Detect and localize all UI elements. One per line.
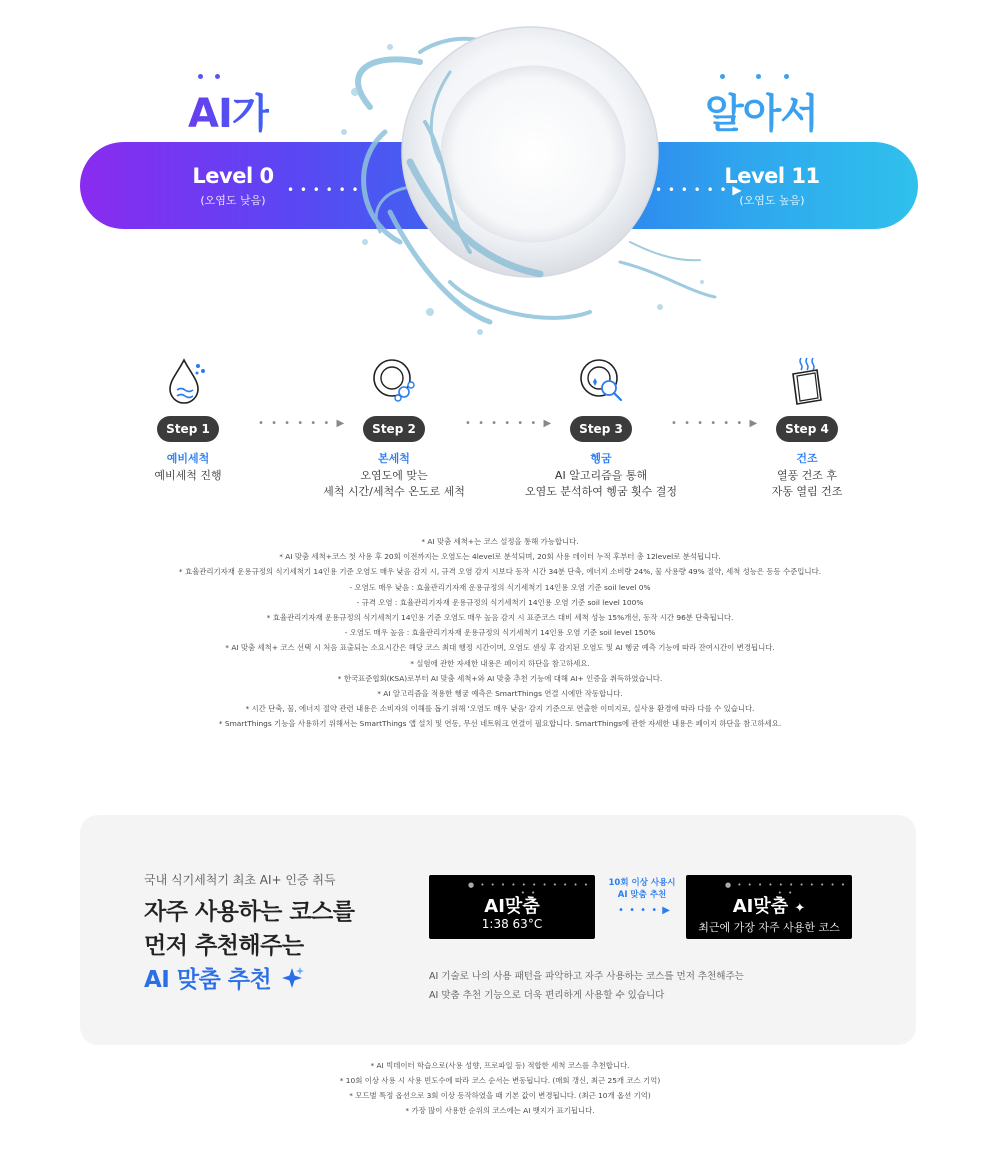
hero-right-word: 알아서 [705, 91, 818, 137]
footnote: * 10회 이상 사용 시 사용 빈도수에 따라 코스 순서는 변동됩니다. (매회 갱신, 최근 25개 코스 기억) [339, 1076, 661, 1085]
footnote: * AI 맞춤 세척+는 코스 설정을 통해 가능합니다. [421, 537, 579, 546]
footnote: * SmartThings 기능을 사용하기 위해서는 SmartThings 앱 설치 및 연동, 무선 네트워크 연결이 필요합니다. SmartThings에 관한 자세한 내용은 페이지 하단을 참고하세요. [218, 719, 782, 729]
footnote: * 시간 단축, 물, 에너지 절약 관련 내용은 소비자의 이해를 돕기 위해 '오염도 매우 낮음' 감지 기준으로 연출한 이미지로, 실사용 환경에 따라 다를 수 있습니다. [245, 704, 755, 714]
card-eyebrow: 국내 식기세척기 최초 AI+ 인증 취득 [144, 873, 336, 887]
card-footnotes [100, 1058, 900, 1118]
dots-above-right [720, 74, 800, 80]
hero-left-word: AI가 [188, 82, 269, 139]
sparkle-icon: ✦ [794, 901, 806, 916]
screen-before-sub: 1:38 63°C [481, 917, 543, 931]
step-2-name: 본세척 [378, 452, 410, 465]
screen-after-sub: 최근에 가장 자주 사용한 코스 [698, 921, 840, 934]
footnote: * 효율관리기자재 운용규정의 식기세척기 14인용 기준 오염도 매우 낮음 감지 시, 규격 오염 감지 시보다 동작 시간 34분 단축, 에너지 소비량 24%, 물 사용량 49% 절약, 세척 성능은 동등 수준입니다. [178, 567, 822, 577]
plate-bubbles-icon [366, 352, 422, 408]
footnote: * 효율관리기자재 운용규정의 식기세척기 14인용 기준 오염도 매우 높음 감지 시 표준코스 대비 세척 성능 15%개선, 동작 시간 96분 단축됩니다. [266, 613, 734, 623]
plate-splash-image [330, 12, 720, 337]
screen-dots: ● • • • • • • • • • • • • • [467, 881, 590, 897]
ai-recommend-card [80, 815, 916, 1045]
footnote: * 모드별 특정 옵션으로 3회 이상 동작하였을 때 기본 값이 변경됩니다. (최근 10개 옵션 기억) [349, 1091, 651, 1100]
step-4-desc: 열풍 건조 후 자동 열림 건조 [771, 469, 843, 498]
level-high-title: Level 11 [724, 164, 820, 188]
step-2-desc: 오염도에 맞는 세척 시간/세척수 온도로 세척 [323, 469, 465, 498]
transition-label: 10회 이상 사용시 AI 맞춤 추천 [608, 878, 676, 900]
water-drop-icon [160, 352, 216, 408]
display-screen-before [429, 875, 595, 939]
step-3 [511, 352, 691, 500]
step-3-name: 헹굼 [590, 452, 612, 465]
plate-search-icon [573, 352, 629, 408]
screen-after-title: AI맞춤 ✦ [732, 896, 806, 917]
level-arrow-left: • • • • • • [287, 183, 360, 197]
level-high-sub: (오염도 높음) [739, 194, 805, 207]
step-4-name: 건조 [796, 452, 818, 465]
steam-dry-icon [779, 352, 835, 408]
transition-arrow-icon: • • • • ▶ [618, 905, 671, 916]
card-description: AI 기술로 나의 사용 패턴을 파악하고 자주 사용하는 코스를 먼저 추천해주는 AI 맞춤 추천 기능으로 더욱 편리하게 사용할 수 있습니다 [429, 971, 744, 1001]
footnote: - 오염도 매우 높음 : 효율관리기자재 운용규정의 식기세척기 14인용 오염 기준 soil level 150% [344, 628, 656, 638]
footnote: * AI 맞춤 세척+ 코스 선택 시 처음 표출되는 소요시간은 해당 코스 최대 행정 시간이며, 오염도 센싱 후 감지된 오염도 및 AI 헹굼 예측 기능에 따라 잔여시간이 변경됩니다. [225, 643, 775, 653]
dots-above-left [198, 74, 238, 80]
hero-section [0, 0, 1000, 340]
step-4-pill: Step 4 [776, 416, 838, 442]
footnotes [100, 534, 900, 732]
level-low [183, 164, 283, 208]
step-2-pill: Step 2 [363, 416, 425, 442]
step-arrow-1: • • • • • • ▶ [258, 418, 347, 429]
screen-dots: ● • • • • • • • • • • • • • [724, 881, 847, 897]
footnote: * AI 맞춤 세척+코스 첫 사용 후 20회 이전까지는 오염도는 4level로 분석되며, 20회 사용 데이터 누적 후부터 총 12level로 분석됩니다. [279, 552, 721, 562]
footnote: * AI 알고리즘을 적용한 헹굼 예측은 SmartThings 연결 시에만 작동합니다. [377, 689, 623, 699]
step-2 [304, 352, 484, 500]
step-1-pill: Step 1 [157, 416, 219, 442]
step-4 [717, 352, 897, 500]
step-1-desc: 예비세척 진행 [154, 469, 222, 482]
footnote: - 오염도 매우 낮음 : 효율관리기자재 운용규정의 식기세척기 14인용 오염 기준 soil level 0% [349, 582, 651, 592]
footnote: * 실험에 관한 자세한 내용은 페이지 하단을 참고하세요. [410, 658, 590, 668]
step-arrow-2: • • • • • • ▶ [465, 418, 554, 429]
level-low-sub: (오염도 낮음) [200, 194, 266, 207]
sparkle-icon [279, 965, 305, 991]
card-headline: 자주 사용하는 코스를 먼저 추천해주는 AI 맞춤 추천 [144, 899, 355, 993]
level-low-title: Level 0 [192, 164, 274, 188]
step-3-pill: Step 3 [570, 416, 632, 442]
display-screen-after [686, 875, 852, 939]
footnote: * 한국표준협회(KSA)로부터 AI 맞춤 세척+와 AI 맞춤 추천 기능에 대해 AI+ 인증을 취득하였습니다. [337, 673, 663, 683]
footnote: * 가장 많이 사용한 순위의 코스에는 AI 뱃지가 표기됩니다. [405, 1106, 595, 1115]
level-arrow-right: • • • • • • ▶ [655, 183, 743, 197]
footnote: * AI 빅데이터 학습으로(사용 성향, 프로파일 등) 적합한 세척 코스를 추천합니다. [370, 1061, 630, 1070]
footnote: - 규격 오염 : 효율관리기자재 운용규정의 식기세척기 14인용 오염 기준 soil level 100% [356, 597, 644, 607]
level-high [722, 164, 822, 208]
screen-before-title: AI맞춤 [484, 896, 540, 917]
step-1-name: 예비세척 [166, 452, 210, 465]
step-arrow-3: • • • • • • ▶ [671, 418, 760, 429]
step-1 [98, 352, 278, 484]
step-3-desc: AI 알고리즘을 통해 오염도 분석하여 헹굼 횟수 결정 [524, 469, 678, 498]
